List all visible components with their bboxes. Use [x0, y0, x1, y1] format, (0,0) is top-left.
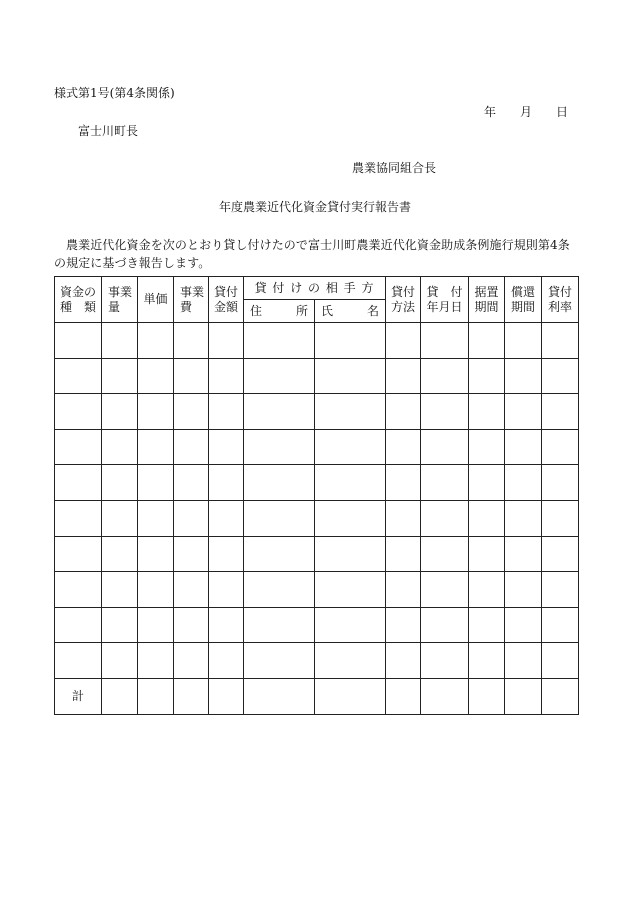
date-year: 年: [484, 105, 497, 119]
table-cell: [55, 643, 102, 679]
table-cell: [421, 465, 469, 501]
table-cell: [138, 572, 174, 608]
table-cell: [174, 536, 209, 572]
table-cell: [505, 465, 542, 501]
sender: 農業協同組合長: [352, 161, 437, 175]
table-cell: [209, 500, 244, 536]
table-cell: [102, 323, 138, 359]
table-cell: [421, 358, 469, 394]
table-cell: [102, 572, 138, 608]
table-cell: [138, 429, 174, 465]
table-cell: [469, 394, 505, 430]
table-cell: [55, 536, 102, 572]
table-cell: [209, 429, 244, 465]
table-cell: [315, 500, 386, 536]
table-cell: [469, 678, 505, 714]
table-cell: [469, 358, 505, 394]
table-cell: [174, 678, 209, 714]
table-cell: [315, 429, 386, 465]
table-cell: [315, 643, 386, 679]
header-borrower: 貸 付 け の 相 手 方: [244, 277, 386, 300]
table-cell: [102, 536, 138, 572]
table-cell: [386, 465, 421, 501]
table-cell: [55, 572, 102, 608]
body-text: 農業近代化資金を次のとおり貸し付けたので富士川町農業近代化資金助成条例施行規則第4条の規定に基づき報告します。: [54, 238, 570, 270]
header-loan-method: 貸付 方法: [386, 277, 421, 323]
table-cell: [421, 394, 469, 430]
table-cell: [421, 572, 469, 608]
table-cell: [542, 500, 579, 536]
table-cell: [138, 465, 174, 501]
table-cell: [102, 607, 138, 643]
table-cell: [55, 465, 102, 501]
table-cell: [421, 678, 469, 714]
table-cell: [174, 572, 209, 608]
table-cell: [102, 678, 138, 714]
table-row: [55, 323, 579, 359]
header-deferment-period: 据置 期間: [469, 277, 505, 323]
table-cell: [209, 323, 244, 359]
report-table: [54, 276, 579, 715]
table-cell: [421, 643, 469, 679]
table-cell: [421, 500, 469, 536]
table-cell: [421, 607, 469, 643]
table-cell: [315, 465, 386, 501]
table-cell: [421, 536, 469, 572]
table-cell: [174, 323, 209, 359]
table-cell: [102, 500, 138, 536]
table-cell: [469, 500, 505, 536]
table-cell: [244, 643, 315, 679]
table-cell: [138, 500, 174, 536]
table-cell: [542, 465, 579, 501]
header-loan-amount: 貸付 金額: [209, 277, 244, 323]
header-project-amount: 事業 量: [102, 277, 138, 323]
table-cell: [542, 643, 579, 679]
header-address: 住 所: [244, 300, 315, 323]
table-row: [55, 643, 579, 679]
table-cell: [542, 323, 579, 359]
table-cell: [505, 536, 542, 572]
table-cell: [209, 643, 244, 679]
table-cell: [55, 394, 102, 430]
total-label: 計: [55, 678, 102, 714]
header-fund-type: 資金の 種 類: [55, 277, 102, 323]
recipient: 富士川町長: [78, 124, 139, 138]
table-cell: [209, 678, 244, 714]
table-cell: [421, 323, 469, 359]
table-cell: [174, 465, 209, 501]
table-cell: [386, 323, 421, 359]
table-cell: [469, 465, 505, 501]
table-cell: [244, 358, 315, 394]
table-cell: [469, 323, 505, 359]
table-cell: [386, 643, 421, 679]
header-unit-price: 単価: [138, 277, 174, 323]
table-cell: [244, 678, 315, 714]
table-cell: [174, 429, 209, 465]
table-cell: [209, 572, 244, 608]
table-cell: [386, 607, 421, 643]
table-cell: [505, 643, 542, 679]
table-cell: [469, 536, 505, 572]
table-cell: [244, 536, 315, 572]
table-cell: [55, 358, 102, 394]
table-cell: [55, 429, 102, 465]
table-cell: [55, 500, 102, 536]
table-cell: [386, 358, 421, 394]
table-cell: [244, 429, 315, 465]
table-cell: [138, 643, 174, 679]
header-name: 氏 名: [315, 300, 386, 323]
table-cell: [505, 607, 542, 643]
table-cell: [55, 607, 102, 643]
table-cell: [244, 465, 315, 501]
table-cell: [542, 429, 579, 465]
table-cell: [244, 394, 315, 430]
table-row: [55, 607, 579, 643]
table-cell: [138, 358, 174, 394]
date-day: 日: [556, 105, 569, 119]
table-cell: [315, 323, 386, 359]
header-repayment-period: 償還 期間: [505, 277, 542, 323]
table-cell: [209, 394, 244, 430]
table-cell: [244, 500, 315, 536]
table-cell: [505, 323, 542, 359]
table-cell: [542, 394, 579, 430]
table-cell: [174, 500, 209, 536]
table-cell: [174, 643, 209, 679]
table-cell: [542, 607, 579, 643]
table-cell: [102, 465, 138, 501]
total-row: [55, 678, 579, 714]
table-cell: [174, 358, 209, 394]
table-cell: [315, 572, 386, 608]
table-cell: [469, 429, 505, 465]
table-cell: [469, 643, 505, 679]
table-cell: [102, 358, 138, 394]
table-cell: [244, 607, 315, 643]
table-cell: [138, 394, 174, 430]
table-row: [55, 429, 579, 465]
table-cell: [315, 394, 386, 430]
table-cell: [102, 429, 138, 465]
table-cell: [138, 607, 174, 643]
form-number: 様式第1号(第4条関係): [54, 86, 175, 100]
table-cell: [315, 536, 386, 572]
table-cell: [386, 394, 421, 430]
table-cell: [386, 500, 421, 536]
table-cell: [209, 536, 244, 572]
table-row: [55, 572, 579, 608]
table-cell: [102, 643, 138, 679]
table-cell: [102, 394, 138, 430]
table-cell: [542, 536, 579, 572]
table-body: [55, 323, 579, 715]
table-cell: [505, 358, 542, 394]
table-cell: [542, 572, 579, 608]
table-cell: [469, 572, 505, 608]
table-cell: [174, 394, 209, 430]
header-loan-date: 貸 付 年月日: [421, 277, 469, 323]
table-row: [55, 358, 579, 394]
table-cell: [505, 678, 542, 714]
table-cell: [386, 536, 421, 572]
table-cell: [209, 465, 244, 501]
table-cell: [315, 607, 386, 643]
table-row: [55, 500, 579, 536]
date-month: 月: [520, 105, 533, 119]
table-cell: [386, 678, 421, 714]
table-row: [55, 394, 579, 430]
table-cell: [542, 678, 579, 714]
table-row: [55, 465, 579, 501]
table-cell: [138, 323, 174, 359]
table-cell: [542, 358, 579, 394]
table-cell: [469, 607, 505, 643]
table-cell: [386, 429, 421, 465]
table-cell: [315, 358, 386, 394]
table-cell: [505, 394, 542, 430]
table-cell: [138, 536, 174, 572]
document-title: 年度農業近代化資金貸付実行報告書: [218, 200, 411, 214]
table-cell: [421, 429, 469, 465]
table-cell: [244, 323, 315, 359]
table-cell: [505, 500, 542, 536]
table-cell: [315, 678, 386, 714]
table-row: [55, 536, 579, 572]
table-cell: [138, 678, 174, 714]
table-cell: [209, 358, 244, 394]
header-loan-rate: 貸付 利率: [542, 277, 579, 323]
table-cell: [244, 572, 315, 608]
table-cell: [505, 429, 542, 465]
table-cell: [55, 323, 102, 359]
table-cell: [209, 607, 244, 643]
table-cell: [386, 572, 421, 608]
table-cell: [505, 572, 542, 608]
table-cell: [174, 607, 209, 643]
header-project-cost: 事業 費: [174, 277, 209, 323]
